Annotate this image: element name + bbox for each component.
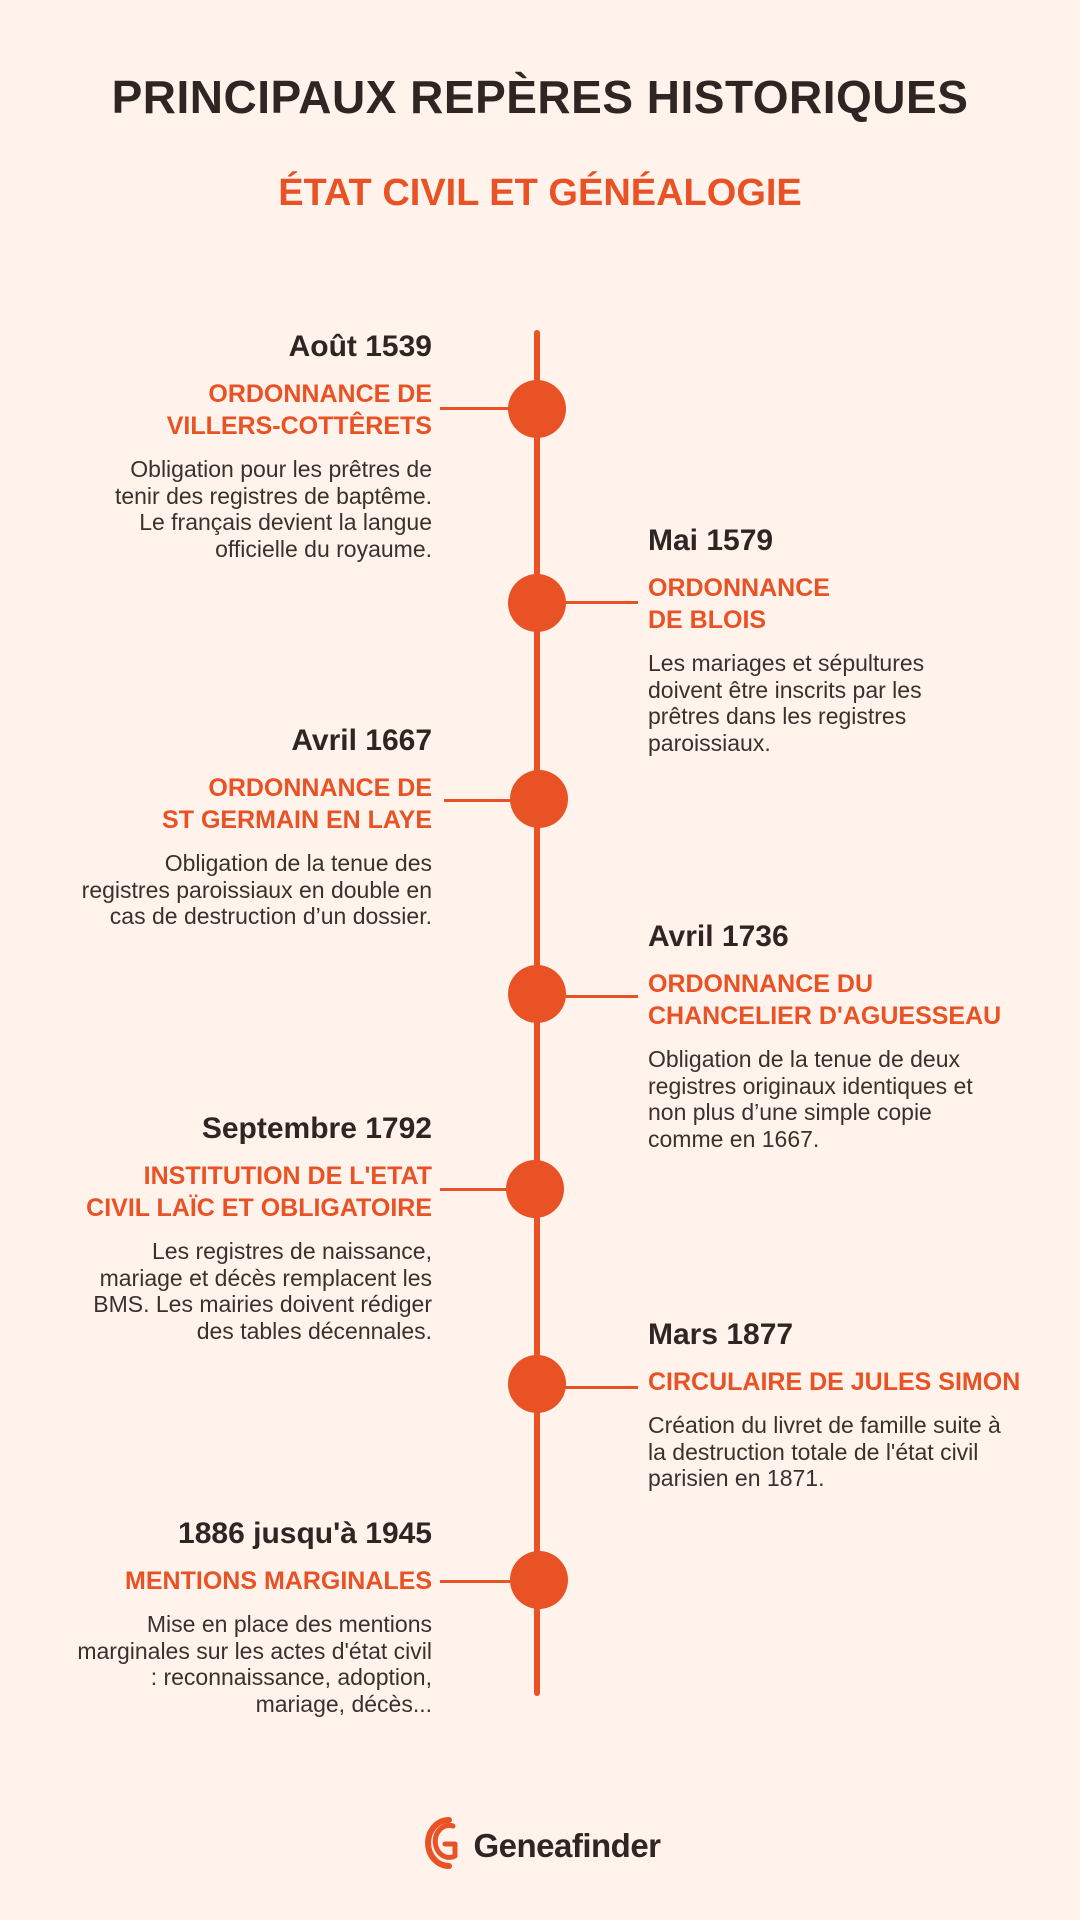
event-date: Avril 1736 (648, 920, 789, 953)
page-subtitle: ÉTAT CIVIL ET GÉNÉALOGIE (278, 172, 802, 214)
event-title: ORDONNANCE DE ST GERMAIN EN LAYE (162, 774, 432, 834)
event-description: Création du livret de famille suite à la destruction totale de l'état civil parisien en 1871. (648, 1412, 1001, 1491)
event-date: Avril 1667 (291, 724, 432, 757)
timeline-event (648, 918, 1068, 1152)
event-date: 1886 jusqu'à 1945 (178, 1517, 432, 1550)
timeline-dot (508, 380, 566, 438)
event-description: Obligation pour les prêtres de tenir des registres de baptême. Le français devient la langue officielle du royaume. (114, 456, 432, 562)
event-title: ORDONNANCE DU CHANCELIER D'AGUESSEAU (648, 970, 1002, 1030)
page-title: PRINCIPAUX REPÈRES HISTORIQUES (111, 71, 969, 123)
event-description: Les mariages et sépultures doivent être inscrits par les prêtres dans les registres paroissiaux. (648, 650, 925, 756)
timeline-dot (510, 770, 568, 828)
event-title: INSTITUTION DE L'ETAT CIVIL LAÏC ET OBLIGATOIRE (86, 1162, 432, 1222)
footer-logo (0, 1812, 1080, 1879)
event-title: MENTIONS MARGINALES (125, 1567, 432, 1595)
event-date: Mai 1579 (648, 524, 774, 557)
timeline-connector (564, 1386, 638, 1389)
event-title: ORDONNANCE DE VILLERS-COTTÊRETS (166, 380, 432, 440)
event-date: Août 1539 (288, 330, 432, 363)
timeline-dot (508, 574, 566, 632)
event-title: ORDONNANCE DE BLOIS (648, 574, 830, 634)
timeline-connector (440, 407, 510, 410)
timeline-connector (444, 799, 512, 802)
event-date: Mars 1877 (648, 1318, 794, 1351)
timeline-dot (508, 1355, 566, 1413)
event-date: Septembre 1792 (201, 1112, 432, 1145)
brand-name: Geneafinder (473, 1826, 661, 1864)
timeline-event (12, 1515, 432, 1717)
timeline-event (12, 1110, 432, 1344)
timeline-event (12, 328, 432, 562)
event-description: Obligation de la tenue des registres paroissiaux en double en cas de destruction d’un dossier. (81, 850, 432, 929)
timeline-dot (508, 965, 566, 1023)
event-title: CIRCULAIRE DE JULES SIMON (648, 1368, 1021, 1396)
timeline-connector (440, 1580, 512, 1583)
timeline-connector (564, 995, 638, 998)
timeline-dot (510, 1551, 568, 1609)
timeline-dot (506, 1160, 564, 1218)
event-description: Les registres de naissance, mariage et décès remplacent les BMS. Les mairies doivent rédiger des tables décennales. (93, 1238, 432, 1344)
timeline-connector (564, 601, 638, 604)
timeline-event (648, 1316, 1068, 1492)
geneafinder-logo-icon (419, 1812, 465, 1879)
timeline-event (648, 522, 1068, 756)
event-description: Obligation de la tenue de deux registres originaux identiques et non plus d’une simple copie comme en 1667. (648, 1046, 973, 1152)
timeline-event (12, 722, 432, 930)
timeline-connector (440, 1188, 510, 1191)
event-description: Mise en place des mentions marginales sur les actes d'état civil : reconnaissance, adoption, mariage, décès... (77, 1611, 432, 1717)
